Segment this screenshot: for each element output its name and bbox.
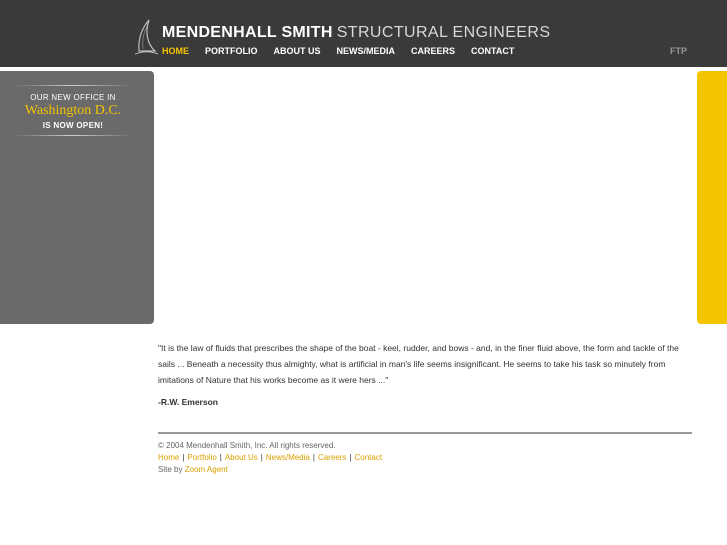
hero-image-area <box>157 71 694 324</box>
copyright-text: © 2004 Mendenhall Smith, Inc. All rights reserved. <box>158 441 336 450</box>
nav-contact[interactable]: CONTACT <box>471 46 515 56</box>
accent-bar <box>697 71 727 324</box>
footer-separator: | <box>349 453 352 462</box>
footer-separator: | <box>260 453 263 462</box>
ftp-link[interactable]: FTP <box>670 46 687 56</box>
dc-office-promo[interactable] <box>14 85 132 136</box>
footer-link-careers[interactable]: Careers <box>317 453 347 462</box>
footer-link-news-media[interactable]: News/Media <box>265 453 310 462</box>
main-nav <box>162 46 530 56</box>
nav-careers[interactable]: CAREERS <box>411 46 456 56</box>
footer-separator: | <box>219 453 222 462</box>
promo-line-2: Washington D.C. <box>24 103 122 118</box>
footer-link-about-us[interactable]: About Us <box>224 453 258 462</box>
footer-links <box>158 453 382 462</box>
promo-line-1: OUR NEW OFFICE IN <box>30 93 116 102</box>
promo-bottom-divider <box>14 135 132 136</box>
nav-portfolio[interactable]: PORTFOLIO <box>205 46 258 56</box>
brand-name-light: STRUCTURAL ENGINEERS <box>336 24 551 41</box>
promo-top-divider <box>14 85 132 86</box>
footer-link-home[interactable]: Home <box>158 453 180 462</box>
site-header <box>0 0 727 67</box>
site-credit <box>158 465 228 474</box>
zoom-agent-link[interactable]: Zoom Agent <box>184 465 228 474</box>
footer-link-portfolio[interactable]: Portfolio <box>187 453 217 462</box>
brand-name-bold: MENDENHALL SMITH <box>162 24 333 41</box>
emerson-quote: "It is the law of fluids that prescribes the shape of the boat - keel, rudder, and bows - and, in the finer fluid above, the form and tackle of the sails ... Beneath a necessity thus almighty, what is artificial in man's life seems insignificant. He seems to take his task so minutely from imitations of Nature that his works become as it were hers ..." <box>158 343 679 385</box>
nav-about-us[interactable]: ABOUT US <box>273 46 321 56</box>
credit-prefix: Site by <box>158 465 183 474</box>
brand-name[interactable] <box>162 24 550 42</box>
promo-line-3: IS NOW OPEN! <box>42 121 104 130</box>
footer-separator: | <box>312 453 315 462</box>
quote-author: -R.W. Emerson <box>158 397 218 407</box>
footer-link-contact[interactable]: Contact <box>354 453 383 462</box>
nav-home[interactable]: HOME <box>162 46 189 56</box>
sail-logo-icon[interactable] <box>133 18 159 58</box>
nav-news-media[interactable]: NEWS/MEDIA <box>336 46 395 56</box>
footer-divider <box>158 432 692 434</box>
footer-separator: | <box>182 453 185 462</box>
